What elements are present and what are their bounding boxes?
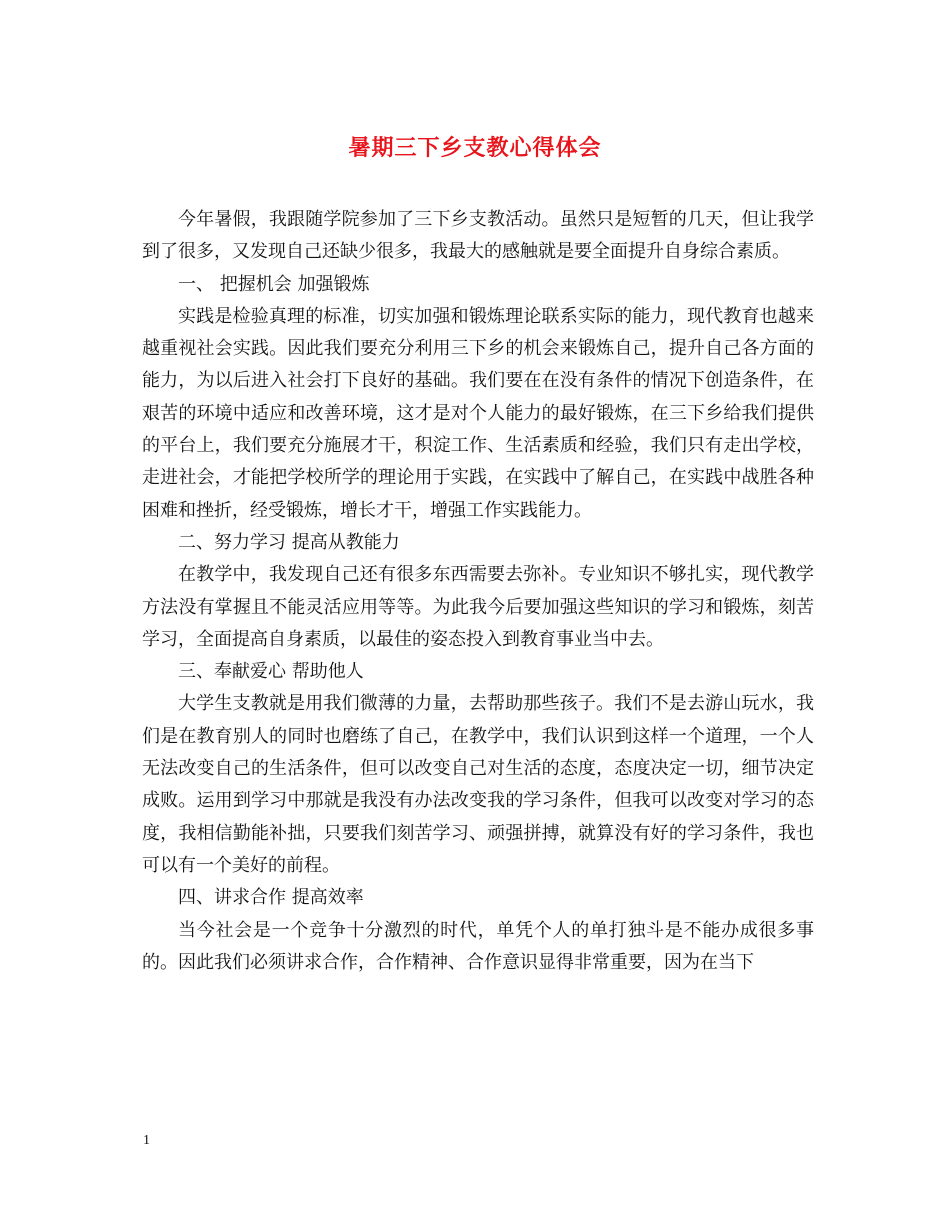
page-number: 1 — [143, 1133, 150, 1148]
section-heading-2: 二、努力学习 提高从教能力 — [178, 531, 400, 553]
section-3-paragraph: 大学生支教就是用我们微薄的力量，去帮助那些孩子。我们不是去游山玩水，我们是在教育别人的同时也磨练了自己，在教学中，我们认识到这样一个道理，一个人无法改变自己的生活条件，但可以改变自己对生活的态度，态度决定一切，细节决定成败。运用到学习中那就是我没有办法改变我的学习条件，但我可以改变对学习的态度，我相信勤能补拙，只要我们刻苦学习、顽强拼搏，就算没有好的学习条件，我也可以有一个美好的前程。 — [142, 693, 814, 876]
section-1-paragraph: 实践是检验真理的标准，切实加强和锻炼理论联系实际的能力，现代教育也越来越重视社会实践。因此我们要充分利用三下乡的机会来锻炼自己，提升自己各方面的能力，为以后进入社会打下良好的基础。我们要在在没有条件的情况下创造条件，在艰苦的环境中适应和改善环境，这才是对个人能力的最好锻炼，在三下乡给我们提供的平台上，我们要充分施展才干，积淀工作、生活素质和经验，我们只有走出学校，走进社会，才能把学校所学的理论用于实践，在实践中了解自己，在实践中战胜各种困难和挫折，经受锻炼，增长才干，增强工作实践能力。 — [142, 305, 814, 521]
intro-paragraph: 今年暑假，我跟随学院参加了三下乡支教活动。虽然只是短暂的几天，但让我学到了很多，又发现自己还缺少很多，我最大的感触就是要全面提升自身综合素质。 — [142, 209, 814, 263]
section-2-paragraph: 在教学中，我发现自己还有很多东西需要去弥补。专业知识不够扎实，现代教学方法没有掌握且不能灵活应用等等。为此我今后要加强这些知识的学习和锻炼，刻苦学习，全面提高自身素质，以最佳的姿态投入到教育事业当中去。 — [142, 564, 814, 650]
section-4-paragraph: 当今社会是一个竞争十分激烈的时代，单凭个人的单打独斗是不能办成很多事的。因此我们必须讲求合作，合作精神、合作意识显得非常重要，因为在当下 — [142, 919, 814, 973]
document-title: 暑期三下乡支教心得体会 — [348, 135, 602, 161]
document-body — [142, 204, 814, 979]
section-heading-1: 一、 把握机会 加强锻炼 — [178, 273, 370, 295]
section-heading-4: 四、讲求合作 提高效率 — [178, 887, 364, 909]
section-heading-3: 三、奉献爱心 帮助他人 — [178, 661, 364, 683]
